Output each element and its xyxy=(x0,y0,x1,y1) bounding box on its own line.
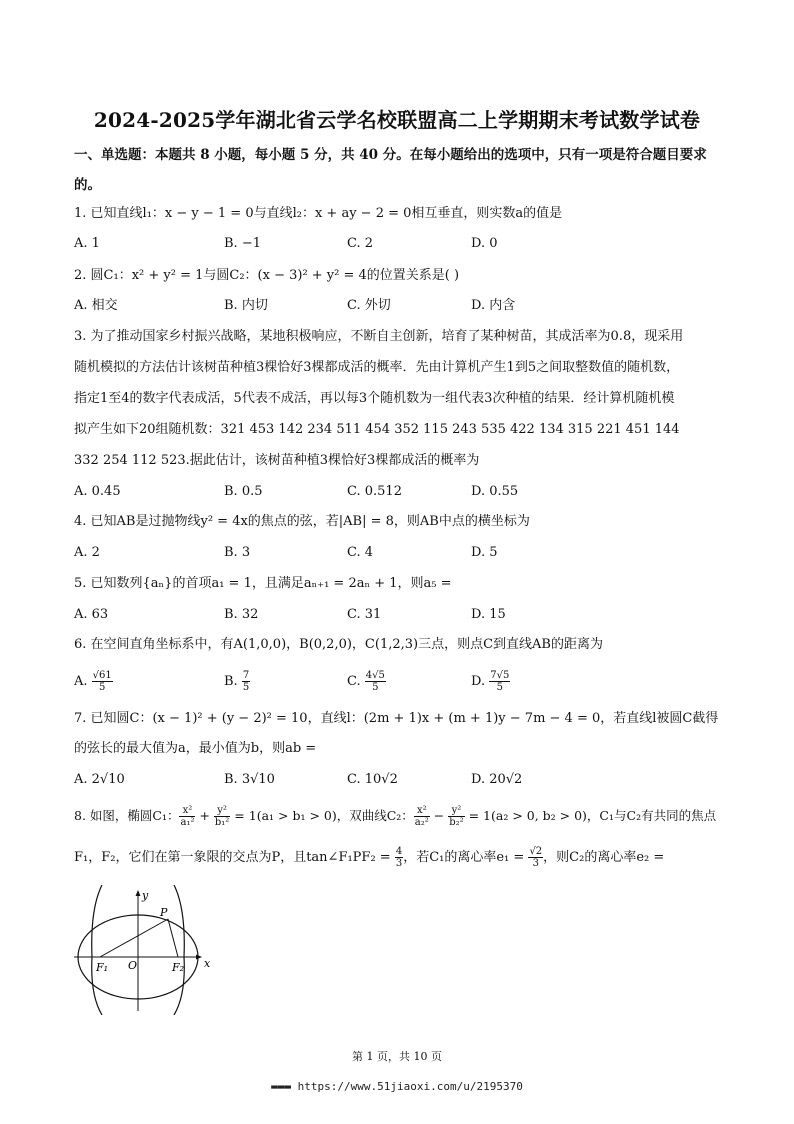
x-axis-arrow xyxy=(196,955,202,960)
q8-text: 8. 如图，椭圆C₁： xyxy=(74,808,180,823)
question-8-line-1: 8. 如图，椭圆C₁： $\frac{\text{x²}}{\text{a₁²}}$ + $\frac{\text{y²}}{\text{b₁²}}$ = 1(a₁ > b₁ > 0)，双曲线C₂： $\frac{\text{x²}}{\text{a₂²}}$ − $\frac{\text{y²}}{\text{b₂²}}$ = 1(a₂ > 0, b₂ > 0)，C₁与C₂有共同的焦点 xyxy=(74,805,717,828)
option-d xyxy=(471,670,510,693)
fraction xyxy=(489,670,510,693)
numerator: √2 xyxy=(529,846,543,857)
denominator: 3 xyxy=(532,858,539,869)
option-a: A. 2 xyxy=(74,545,100,560)
question-1: 1. 已知直线l₁：x − y − 1 = 0与直线l₂：x + ay − 2 = 0相互垂直，则实数a的值是 xyxy=(74,206,563,221)
option-letter: B. xyxy=(224,674,242,689)
question-3-line-1: 3. 为了推动国家乡村振兴战略，某地积极响应，不断自主创新，培育了某种树苗，其成活率为0.8，现采用 xyxy=(74,329,684,344)
hyperbola-right-branch xyxy=(174,885,184,1015)
option-a: A. 63 xyxy=(74,607,109,622)
numerator: √61 xyxy=(92,670,112,681)
question-6: 6. 在空间直角坐标系中，有A(1,0,0)，B(0,2,0)，C(1,2,3)三点，则点C到直线AB的距离为 xyxy=(74,637,603,652)
option-d: D. 内含 xyxy=(471,298,516,313)
denominator: 5 xyxy=(99,682,106,693)
hyperbola-left-branch xyxy=(92,885,102,1015)
ellipse-hyperbola-figure xyxy=(72,885,212,1015)
option-letter: D. xyxy=(471,674,490,689)
page-footer: 第 1 页，共 10 页 xyxy=(352,1050,442,1063)
option-c: C. 4 xyxy=(347,545,374,560)
question-4: 4. 已知AB是过抛物线y² = 4x的焦点的弦，若|AB| = 8，则AB中点的横坐标为 xyxy=(74,514,530,529)
numerator: 4 xyxy=(395,846,403,857)
question-3-line-4: 拟产生如下20组随机数：321 453 142 234 511 454 352 115 243 535 422 134 315 221 451 144 xyxy=(74,422,680,437)
fraction xyxy=(448,805,464,828)
option-c: C. 外切 xyxy=(347,298,391,313)
fraction xyxy=(414,805,430,828)
denominator: a₂² xyxy=(414,817,429,828)
option-a: A. 相交 xyxy=(74,298,118,313)
option-c xyxy=(347,670,386,693)
option-b: B. 32 xyxy=(224,607,259,622)
q8-text: = 1(a₁ > b₁ > 0)，双曲线C₂： xyxy=(234,808,414,823)
denominator: b₂² xyxy=(449,817,464,828)
option-letter: C. xyxy=(347,674,365,689)
denominator: 5 xyxy=(242,682,250,693)
option-d: D. 15 xyxy=(471,607,506,622)
option-letter: A. xyxy=(74,674,92,689)
section-heading: 一、单选题：本题共 8 小题，每小题 5 分，共 40 分。在每小题给出的选项中，只有一项是符合题目要求 xyxy=(74,147,707,163)
label-y: y xyxy=(142,889,149,902)
option-d: D. 20√2 xyxy=(471,772,523,787)
option-a xyxy=(74,670,113,693)
q8-text: ，若C₁的离心率e₁ = xyxy=(403,850,525,865)
fraction xyxy=(365,670,386,693)
question-3-line-2: 随机模拟的方法估计该树苗种植3棵恰好3棵都成活的概率．先由计算机产生1到5之间取整数值的随机数， xyxy=(74,360,680,375)
numerator: 7√5 xyxy=(490,670,510,681)
denominator: b₁² xyxy=(214,817,230,828)
fraction xyxy=(179,805,195,828)
numerator: 7 xyxy=(242,670,250,681)
option-a: A. 2√10 xyxy=(74,772,125,787)
watermark: ▬▬▬ https://www.51jiaoxi.com/u/2195370 xyxy=(271,1080,523,1093)
numerator: 4√5 xyxy=(365,670,385,681)
option-b: B. 3√10 xyxy=(224,772,275,787)
fraction xyxy=(528,846,543,869)
label-p: P xyxy=(160,906,168,919)
label-f1: F₁ xyxy=(96,961,109,974)
fraction xyxy=(214,805,230,828)
option-c: C. 31 xyxy=(347,607,382,622)
numerator: x² xyxy=(414,805,430,817)
fraction xyxy=(395,846,403,869)
denominator: 5 xyxy=(372,682,379,693)
option-b: B. 3 xyxy=(224,545,251,560)
option-c: C. 10√2 xyxy=(347,772,398,787)
question-7-line-2: 的弦长的最大值为a，最小值为b，则ab = xyxy=(74,741,317,756)
option-b: B. 0.5 xyxy=(224,484,263,499)
label-x: x xyxy=(204,957,211,970)
label-o: O xyxy=(128,959,138,972)
question-7-line-1: 7. 已知圆C：(x − 1)² + (y − 2)² = 10，直线l：(2m + 1)x + (m + 1)y − 7m − 4 = 0，若直线l被圆C截得 xyxy=(74,711,719,726)
numerator: y² xyxy=(214,805,230,817)
fraction xyxy=(242,670,250,693)
line-f1-p xyxy=(100,919,168,957)
numerator: y² xyxy=(448,805,464,817)
option-d: D. 5 xyxy=(471,545,498,560)
option-b: B. −1 xyxy=(224,236,261,251)
option-a: A. 1 xyxy=(74,236,100,251)
question-3-line-5: 332 254 112 523.据此估计，该树苗种植3棵恰好3棵都成活的概率为 xyxy=(74,453,480,468)
label-f2: F₂ xyxy=(172,961,185,974)
question-2: 2. 圆C₁：x² + y² = 1与圆C₂：(x − 3)² + y² = 4的位置关系是( ) xyxy=(74,268,460,283)
option-d: D. 0 xyxy=(471,236,498,251)
fraction xyxy=(92,670,113,693)
question-3-line-3: 指定1至4的数字代表成活，5代表不成活，再以每3个随机数为一组代表3次种植的结果．经计算机随机模 xyxy=(74,391,675,406)
question-5: 5. 已知数列{aₙ}的首项a₁ = 1，且满足aₙ₊₁ = 2aₙ + 1，则a₅ = xyxy=(74,576,452,591)
y-axis-arrow xyxy=(136,890,141,896)
option-c: C. 2 xyxy=(347,236,374,251)
numerator: x² xyxy=(179,805,195,817)
option-b xyxy=(224,670,250,693)
q8-text: = 1(a₂ > 0, b₂ > 0)，C₁与C₂有共同的焦点 xyxy=(468,808,717,823)
page-title: 2024-2025学年湖北省云学名校联盟高二上学期期末考试数学试卷 xyxy=(93,108,701,132)
denominator: a₁² xyxy=(180,817,195,828)
q8-text: ，则C₂的离心率e₂ = xyxy=(543,850,665,865)
denominator: 3 xyxy=(395,858,403,869)
option-a: A. 0.45 xyxy=(74,484,121,499)
option-c: C. 0.512 xyxy=(347,484,402,499)
question-8-line-2 xyxy=(74,846,722,869)
q8-text: F₁，F₂，它们在第一象限的交点为P，且tan∠F₁PF₂ = xyxy=(74,850,391,865)
denominator: 5 xyxy=(496,682,503,693)
section-heading-cont: 的。 xyxy=(74,177,101,193)
option-d: D. 0.55 xyxy=(471,484,519,499)
option-b: B. 内切 xyxy=(224,298,268,313)
